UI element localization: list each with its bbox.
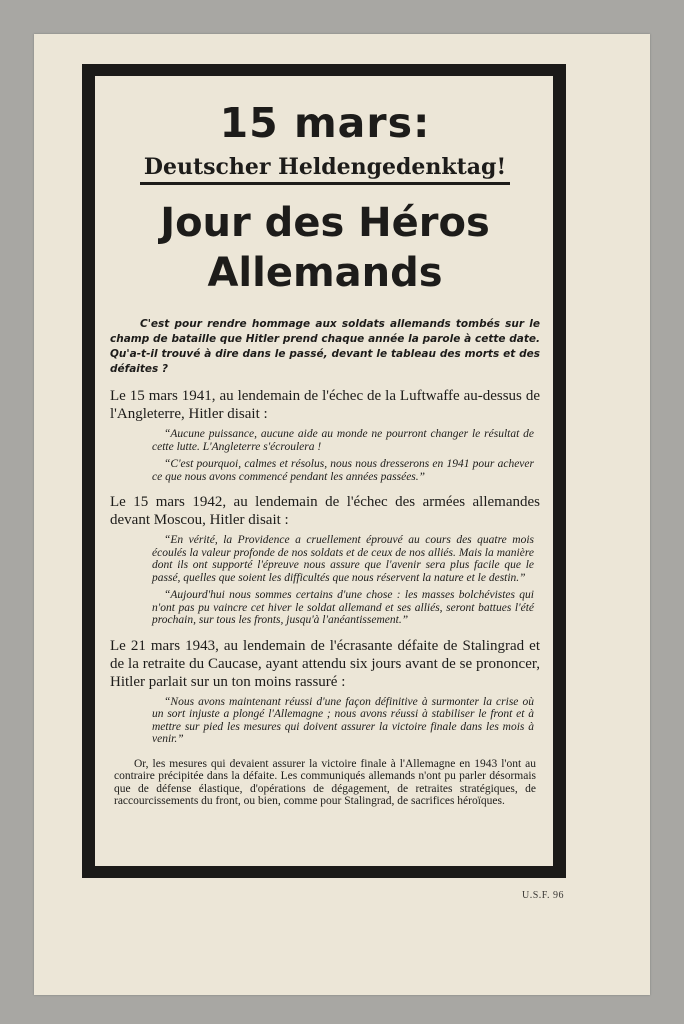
hitler-quote: “En vérité, la Providence a cruellement éprouvé au cours des quatre mois écoulés la valeur profonde de nos soldats et de ceux de nos alliés. Mais la manière dont ils ont supporté l'épreuve nous assure que l'avenir sera plus facile que le passé, quelles que soient les difficultés que nous réservent la nature et le destin.” [152, 534, 534, 584]
page-title: Jour des Héros Allemands [160, 200, 490, 296]
leaflet-code: U.S.F. 96 [522, 890, 565, 901]
headline: 15 mars: [219, 99, 431, 147]
german-subheadline [110, 152, 540, 182]
section-lead: Le 15 mars 1942, au lendemain de l'échec des armées allemandes devant Moscou, Hitler disait : [110, 494, 540, 528]
hitler-quote: “Aujourd'hui nous sommes certains d'une chose : les masses bolchévistes qui n'ont pas pu vaincre cet hiver le soldat allemand et ses alliés, seront battues l'été prochain, sur tous les fronts, jusqu'à l'anéantissement.” [152, 589, 534, 626]
intro-paragraph: C'est pour rendre hommage aux soldats allemands tombés sur le champ de bataille que Hitler prend chaque année la parole à cette date. Qu'a-t-il trouvé à dire dans le passé, devant le tableau des morts et des défaites ? [110, 318, 540, 375]
hitler-quote: “Nous avons maintenant réussi d'une façon définitive à surmonter la crise où un sort injuste a plongé l'Allemagne ; nous avons réussi à stabiliser le front et à mettre sur pied les mesures qui doivent assurer la victoire finale dans les mois à venir.” [152, 695, 534, 745]
conclusion-paragraph: Or, les mesures qui devaient assurer la victoire finale à l'Allemagne en 1943 l'ont au contraire précipitée dans la défaite. Les communiqués allemands n'ont pu parler désormais que de défense élastique, d'opérations de dégagement, de retraites stratégiques, de raccourcissements du front, ou bien, comme pour Stalingrad, de sacrifices héroïques. [114, 757, 536, 807]
hitler-quote: “Aucune puissance, aucune aide au monde ne pourront changer le résultat de cette lutte. L'Angleterre s'écroulera ! [152, 428, 534, 453]
section-lead: Le 21 mars 1943, au lendemain de l'écrasante défaite de Stalingrad et de la retraite du Caucase, ayant attendu six jours avant de se prononcer, Hitler parlait sur un ton moins rassuré : [110, 637, 540, 690]
leaflet-content [110, 100, 540, 808]
german-subheadline-text: Deutscher Heldengedenktag! [140, 154, 510, 185]
hitler-quote: “C'est pourquoi, calmes et résolus, nous nous dresserons en 1941 pour achever ce que nous avons commencé pendant les années passées.” [152, 458, 534, 483]
section-lead: Le 15 mars 1941, au lendemain de l'échec de la Luftwaffe au-dessus de l'Angleterre, Hitler disait : [110, 388, 540, 422]
